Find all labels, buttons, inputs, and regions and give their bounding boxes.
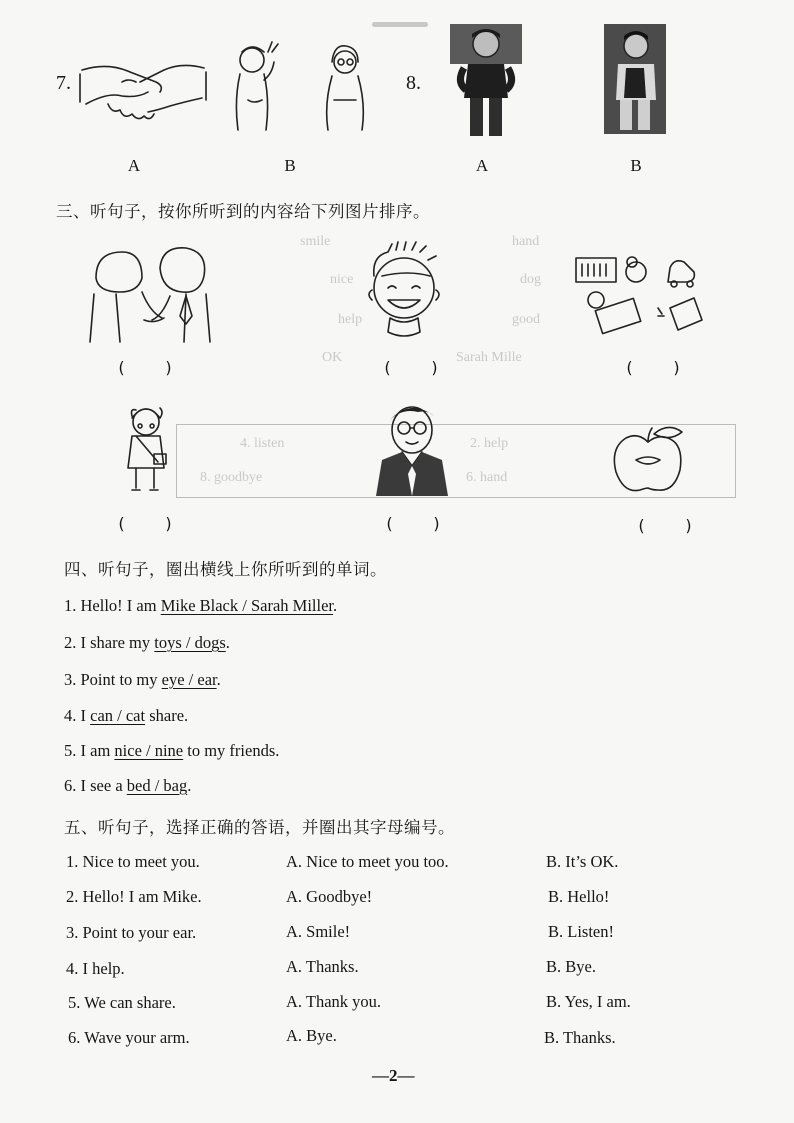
bleed-through-text: 6. hand <box>466 470 508 485</box>
girl-with-bag-picture <box>118 402 174 494</box>
section-5-option-b[interactable]: B. Yes, I am. <box>546 992 631 1011</box>
section-4-item <box>64 670 221 690</box>
item-suffix: to my friends. <box>183 741 280 760</box>
item-prefix: 3. Point to my <box>64 670 162 689</box>
item-prefix: 2. I share my <box>64 633 155 652</box>
word-choice[interactable]: can / cat <box>90 706 146 725</box>
item-suffix: . <box>216 670 221 689</box>
section-4-item <box>64 633 230 653</box>
section-5-option-a[interactable]: A. Bye. <box>286 1026 337 1045</box>
bleed-through-text: 2. help <box>470 436 509 451</box>
section-5-question: 3. Point to your ear. <box>66 923 197 942</box>
toys-picture <box>574 254 714 340</box>
q8-option-a[interactable]: A <box>475 156 489 175</box>
section-3-answer-blank-2[interactable]: ( ) <box>384 358 438 377</box>
section-4-heading: 四、听句子，圈出横线上你所听到的单词。 <box>64 560 387 579</box>
bleed-through-text: nice <box>330 272 354 287</box>
section-5-heading: 五、听句子，选择正确的答语，并圈出其字母编号。 <box>64 818 455 837</box>
section-5-question: 1. Nice to meet you. <box>66 852 200 871</box>
section-5-option-a[interactable]: A. Goodbye! <box>286 887 373 906</box>
question-7-number: 7. <box>56 72 71 94</box>
bleed-through-text: dog <box>520 272 541 287</box>
boy-dark-photo-b <box>604 24 666 134</box>
apple-picture <box>608 424 688 496</box>
word-choice[interactable]: eye / ear <box>161 670 217 689</box>
girl-picture <box>320 40 370 132</box>
section-3-answer-blank-3[interactable]: ( ) <box>626 358 680 377</box>
section-5-option-b[interactable]: B. Bye. <box>546 957 596 976</box>
section-3-heading: 三、听句子，按你所听到的内容给下列图片排序。 <box>56 202 430 221</box>
boy-waving-picture <box>228 40 284 132</box>
item-prefix: 1. Hello! I am <box>64 596 161 615</box>
two-boys-handshake-picture <box>86 238 216 342</box>
item-prefix: 5. I am <box>64 741 115 760</box>
section-5-option-b[interactable]: B. Thanks. <box>544 1028 616 1047</box>
section-5-option-b[interactable]: B. Listen! <box>548 922 614 941</box>
section-5-question: 6. Wave your arm. <box>68 1028 190 1047</box>
section-5-question: 2. Hello! I am Mike. <box>66 887 202 906</box>
bleed-through-text: OK <box>322 350 343 365</box>
section-3-answer-blank-6[interactable]: ( ) <box>638 516 692 535</box>
section-3-answer-blank-5[interactable]: ( ) <box>386 514 440 533</box>
section-3-answer-blank-1[interactable]: ( ) <box>118 358 172 377</box>
bleed-through-text: 8. goodbye <box>200 470 263 485</box>
section-5-question: 4. I help. <box>66 959 125 978</box>
item-suffix: share. <box>145 706 189 725</box>
section-4-item <box>64 776 191 796</box>
word-choice[interactable]: Mike Black / Sarah Miller <box>160 596 333 615</box>
section-5-option-b[interactable]: B. Hello! <box>548 887 610 906</box>
smiling-boy-face-picture <box>360 242 452 340</box>
boy-dark-photo-a <box>450 24 522 142</box>
word-choice[interactable]: bed / bag <box>126 776 188 795</box>
bleed-through-text: good <box>512 312 540 327</box>
handshake-picture <box>78 52 208 132</box>
section-4-item <box>64 706 188 726</box>
section-5-option-a[interactable]: A. Smile! <box>286 922 351 941</box>
bleed-through-text: smile <box>300 234 331 249</box>
item-prefix: 4. I <box>64 706 91 725</box>
scroll-indicator[interactable] <box>372 22 428 27</box>
section-5-option-a[interactable]: A. Thanks. <box>286 957 359 976</box>
q8-option-b[interactable]: B <box>630 156 642 175</box>
section-5-option-b[interactable]: B. It’s OK. <box>546 852 619 871</box>
item-suffix: . <box>225 633 230 652</box>
section-5-option-a[interactable]: A. Thank you. <box>286 992 382 1011</box>
q7-option-b[interactable]: B <box>284 156 296 175</box>
question-8-number: 8. <box>406 72 421 94</box>
section-4-item <box>64 596 337 616</box>
man-with-glasses-picture <box>368 400 454 496</box>
bleed-through-text: Sarah Mille <box>456 350 522 365</box>
section-4-item <box>64 741 279 761</box>
section-5-question: 5. We can share. <box>68 993 176 1012</box>
section-3-answer-blank-4[interactable]: ( ) <box>118 514 172 533</box>
item-suffix: . <box>333 596 338 615</box>
bleed-through-text: hand <box>512 234 540 249</box>
word-choice[interactable]: nice / nine <box>114 741 184 760</box>
page-number: —2— <box>372 1066 415 1085</box>
bleed-through-text: help <box>338 312 363 327</box>
word-choice[interactable]: toys / dogs <box>154 633 226 652</box>
item-suffix: . <box>187 776 192 795</box>
section-5-option-a[interactable]: A. Nice to meet you too. <box>286 852 449 871</box>
bleed-through-text: 4. listen <box>240 436 285 451</box>
q7-option-a[interactable]: A <box>127 156 141 175</box>
item-prefix: 6. I see a <box>64 776 127 795</box>
